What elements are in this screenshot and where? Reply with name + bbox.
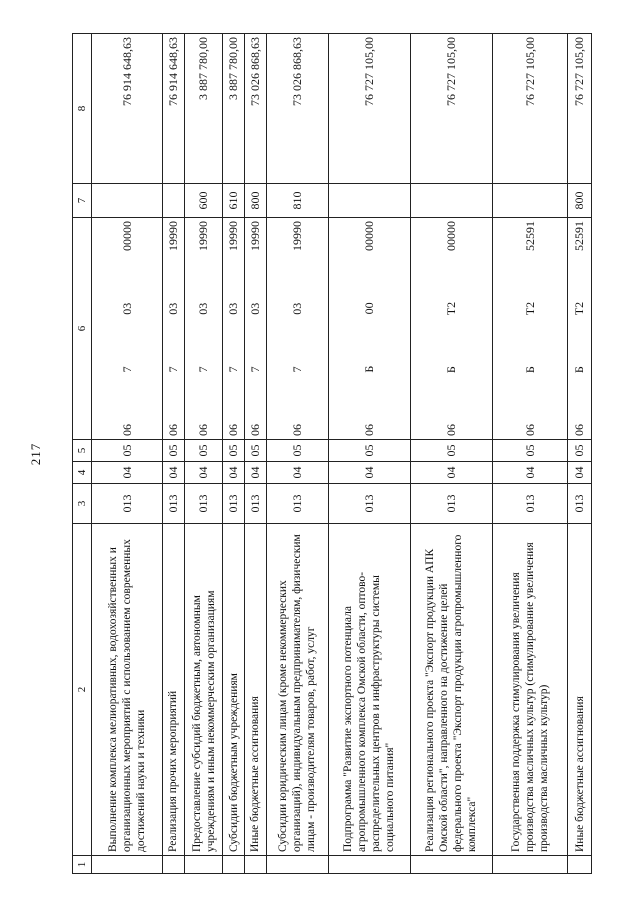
cell-code-4: 04 <box>223 462 245 484</box>
cell-code-7: 810 <box>266 184 329 218</box>
table-header-row <box>73 34 92 874</box>
header-col-1: 1 <box>73 856 92 874</box>
row-name: Иные бюджетные ассигнования <box>244 524 266 856</box>
cell-code-5: 05 <box>184 440 223 462</box>
cell-code-7 <box>329 184 411 218</box>
code6-part: 03 <box>247 302 262 315</box>
header-col-5: 5 <box>73 440 92 462</box>
cell-amount: 73 026 868,63 <box>244 34 266 184</box>
table-row <box>568 34 592 874</box>
code6-part: Б <box>522 366 537 374</box>
code6-part: 52591 <box>522 221 537 251</box>
cell-amount: 76 727 105,00 <box>329 34 411 184</box>
row-name: Выполнение комплекса мелиоративных, водохозяйственных и организационных мероприятий с использованием современных достижений науки и техники <box>92 524 163 856</box>
code6-part: 06 <box>165 424 180 436</box>
cell-col1 <box>223 856 245 874</box>
cell-code-7 <box>492 184 567 218</box>
code6-part: 00000 <box>443 221 458 251</box>
header-col-4: 4 <box>73 462 92 484</box>
code6-part: 06 <box>226 424 241 436</box>
code6-part: 03 <box>119 302 134 315</box>
cell-amount: 3 887 780,00 <box>223 34 245 184</box>
cell-code-4: 04 <box>266 462 329 484</box>
page-number: 217 <box>28 442 43 466</box>
code6-part: Т2 <box>522 301 537 316</box>
code6-part: 7 <box>119 366 134 373</box>
code6-part: 19990 <box>226 221 241 252</box>
cell-code-3: 013 <box>266 484 329 524</box>
row-name: Субсидии юридическим лицам (кроме некоммерческих организаций), индивидуальным предпринимателям, физическим лицам - производителям товаров, работ, услуг <box>266 524 329 856</box>
cell-code-5: 05 <box>329 440 411 462</box>
cell-amount: 73 026 868,63 <box>266 34 329 184</box>
cell-code-3: 013 <box>244 484 266 524</box>
cell-code-3: 013 <box>92 484 163 524</box>
code6-part: 7 <box>196 366 211 373</box>
code6-part: 7 <box>289 366 304 373</box>
cell-code-4: 04 <box>92 462 163 484</box>
code6-part: 00000 <box>361 221 376 252</box>
header-col-8: 8 <box>73 34 92 184</box>
code6-part: 06 <box>289 424 304 436</box>
row-name: Государственная поддержка стимулирования увеличения производства масличных культур (стимулирование увеличения производства масличных культур) <box>492 524 567 856</box>
cell-code-3: 013 <box>163 484 185 524</box>
header-col-7: 7 <box>73 184 92 218</box>
table-row <box>244 34 266 874</box>
cell-col1 <box>244 856 266 874</box>
cell-code-5: 05 <box>92 440 163 462</box>
cell-code-5: 05 <box>492 440 567 462</box>
cell-code-4: 04 <box>329 462 411 484</box>
cell-code-7 <box>92 184 163 218</box>
cell-code-4: 04 <box>163 462 185 484</box>
cell-code-5: 05 <box>568 440 592 462</box>
code6-part: 7 <box>247 366 262 373</box>
row-name: Реализация прочих мероприятий <box>163 524 185 856</box>
row-name: Предоставление субсидий бюджетным, автономным учреждениям и иным некоммерческим организациям <box>184 524 223 856</box>
cell-code-6 <box>163 218 185 440</box>
code6-part: 00 <box>361 302 376 315</box>
code6-part: 03 <box>165 302 180 315</box>
cell-col1 <box>266 856 329 874</box>
cell-code-6 <box>410 218 492 440</box>
code6-part: Т2 <box>572 301 587 316</box>
cell-code-7: 800 <box>568 184 592 218</box>
header-col-3: 3 <box>73 484 92 524</box>
cell-col1 <box>92 856 163 874</box>
code6-part: Т2 <box>443 301 458 316</box>
code6-part: 03 <box>289 302 304 315</box>
cell-code-3: 013 <box>568 484 592 524</box>
cell-code-6 <box>244 218 266 440</box>
cell-amount: 76 914 648,63 <box>92 34 163 184</box>
cell-code-5: 05 <box>163 440 185 462</box>
table-row <box>163 34 185 874</box>
cell-code-6 <box>92 218 163 440</box>
cell-amount: 76 727 105,00 <box>568 34 592 184</box>
table-row <box>266 34 329 874</box>
code6-part: 06 <box>119 424 134 436</box>
cell-code-7: 800 <box>244 184 266 218</box>
cell-amount: 3 887 780,00 <box>184 34 223 184</box>
cell-col1 <box>163 856 185 874</box>
budget-table <box>72 33 592 874</box>
cell-code-6 <box>329 218 411 440</box>
table-row <box>329 34 411 874</box>
code6-part: 06 <box>522 424 537 436</box>
code6-part: 19990 <box>289 221 304 252</box>
code6-part: 19990 <box>247 221 262 252</box>
cell-code-7: 600 <box>184 184 223 218</box>
cell-code-3: 013 <box>329 484 411 524</box>
header-col-6: 6 <box>73 218 92 440</box>
code6-part: 7 <box>226 366 241 373</box>
cell-col1 <box>184 856 223 874</box>
cell-code-3: 013 <box>184 484 223 524</box>
code6-part: 06 <box>361 424 376 436</box>
cell-amount: 76 727 105,00 <box>410 34 492 184</box>
code6-part: 19990 <box>165 221 180 252</box>
cell-code-7 <box>410 184 492 218</box>
cell-col1 <box>568 856 592 874</box>
row-name: Субсидии бюджетным учреждениям <box>223 524 245 856</box>
cell-code-5: 05 <box>223 440 245 462</box>
cell-code-6 <box>184 218 223 440</box>
code6-part: Б <box>361 365 376 373</box>
cell-code-5: 05 <box>266 440 329 462</box>
cell-code-5: 05 <box>410 440 492 462</box>
cell-col1 <box>492 856 567 874</box>
code6-part: 19990 <box>196 221 211 252</box>
row-name: Иные бюджетные ассигнования <box>568 524 592 856</box>
code6-part: 06 <box>443 424 458 436</box>
rotated-table-frame <box>72 34 592 874</box>
cell-code-4: 04 <box>568 462 592 484</box>
table-row <box>223 34 245 874</box>
row-name: Подпрограмма "Развитие экспортного потенциала агропромышленного комплекса Омской области, оптово-распределительных центров и инфраструктуры системы социального питания" <box>329 524 411 856</box>
cell-code-7 <box>163 184 185 218</box>
code6-part: 00000 <box>119 221 134 252</box>
cell-code-6 <box>266 218 329 440</box>
code6-part: Б <box>572 366 587 374</box>
cell-code-4: 04 <box>410 462 492 484</box>
code6-part: 03 <box>226 302 241 315</box>
cell-col1 <box>410 856 492 874</box>
code6-part: 7 <box>165 366 180 373</box>
cell-code-3: 013 <box>492 484 567 524</box>
code6-part: 52591 <box>572 221 587 251</box>
code6-part: Б <box>443 366 458 374</box>
cell-amount: 76 727 105,00 <box>492 34 567 184</box>
code6-part: 03 <box>196 302 211 315</box>
cell-code-4: 04 <box>184 462 223 484</box>
cell-code-4: 04 <box>492 462 567 484</box>
table-row <box>410 34 492 874</box>
cell-code-3: 013 <box>410 484 492 524</box>
table-row <box>492 34 567 874</box>
header-col-2: 2 <box>73 524 92 856</box>
cell-code-6 <box>568 218 592 440</box>
code6-part: 06 <box>247 424 262 436</box>
code6-part: 06 <box>196 424 211 436</box>
cell-code-6 <box>223 218 245 440</box>
cell-code-6 <box>492 218 567 440</box>
cell-code-5: 05 <box>244 440 266 462</box>
row-name: Реализация регионального проекта "Экспорт продукции АПК Омской области", направленного на достижение целей федерального проекта "Экспорт продукции агропромышленного комплекса" <box>410 524 492 856</box>
table-row <box>92 34 163 874</box>
cell-code-4: 04 <box>244 462 266 484</box>
cell-code-3: 013 <box>223 484 245 524</box>
cell-code-7: 610 <box>223 184 245 218</box>
cell-amount: 76 914 648,63 <box>163 34 185 184</box>
cell-col1 <box>329 856 411 874</box>
table-row <box>184 34 223 874</box>
code6-part: 06 <box>572 424 587 436</box>
